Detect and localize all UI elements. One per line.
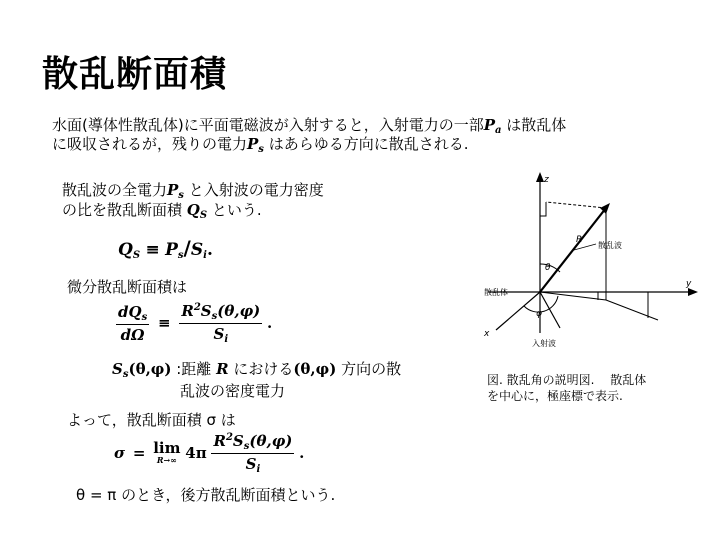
definition-line-1: 散乱波の全電力$P_s$ と入射波の電力密度 [62, 181, 324, 201]
backscatter-note: θ = π のとき，後方散乱断面積という. [76, 486, 336, 504]
sigma-intro: よって，散乱断面積 σ は [67, 411, 236, 429]
scattering-angle-figure [448, 168, 714, 364]
intro-text: は散乱体 [501, 116, 567, 134]
ps-symbol: $P_s$ [167, 181, 184, 201]
z-label: z [544, 175, 549, 185]
qs-symbol: $Q_S$ [186, 201, 208, 221]
figure-caption: 図. 散乱角の説明図. 散乱体を中心に，極座標で表示. [487, 373, 647, 403]
ps-symbol: $P_s$ [247, 135, 264, 155]
intro-text: 水面(導体性散乱体)に平面電磁波が入射すると，入射電力の一部 [52, 116, 484, 134]
projection-dash [606, 300, 658, 320]
intro-text: はあらゆる方向に散乱される. [263, 135, 469, 153]
scatterer-label: 散乱体 [484, 288, 508, 297]
pa-symbol: $P_a$ [483, 116, 502, 136]
ss-definition-line-1: $S_s(\theta,\varphi)$ :距離 R における(θ,φ) 方向の散 [112, 360, 402, 380]
equation-differential: $\frac{dQ_s}{d\Omega}$ ≡ $\frac{R^2S_s(\theta,\varphi)}{S_i}$ . [118, 302, 273, 345]
scatter-wave-label: 散乱波 [598, 241, 622, 250]
r-label: R [576, 235, 583, 245]
r-vector [540, 208, 606, 292]
intro-line-2 [52, 135, 468, 159]
differential-heading: 微分散乱断面積は [67, 278, 188, 296]
equation-sigma: σ = lim R→∞ 4π $\frac{R^2S_s(\theta,\varphi)}{S_i}$ . [114, 432, 305, 475]
projection-top [546, 202, 606, 208]
ss-definition-line-2: 乱波の密度電力 [180, 382, 286, 400]
intro-text: に吸収されるが，残りの電力 [52, 135, 248, 153]
incident-wave-label: 入射波 [532, 339, 556, 348]
theta-label: θ [545, 263, 551, 273]
page-title: 散乱断面積 [42, 54, 228, 95]
y-label: y [686, 279, 692, 289]
top-marker [540, 202, 546, 216]
phi-label: φ [536, 309, 542, 319]
y-arrow-icon [688, 288, 698, 296]
projection-ground [540, 292, 606, 300]
x-label: x [484, 329, 490, 339]
equation-qs: $Q_S \equiv P_s/S_i$. [118, 236, 213, 261]
incident-wave-line [540, 292, 560, 328]
z-arrow-icon [536, 172, 544, 182]
x-axis [496, 292, 540, 330]
definition-line-2: の比を散乱断面積 $Q_S$ という. [62, 201, 262, 221]
